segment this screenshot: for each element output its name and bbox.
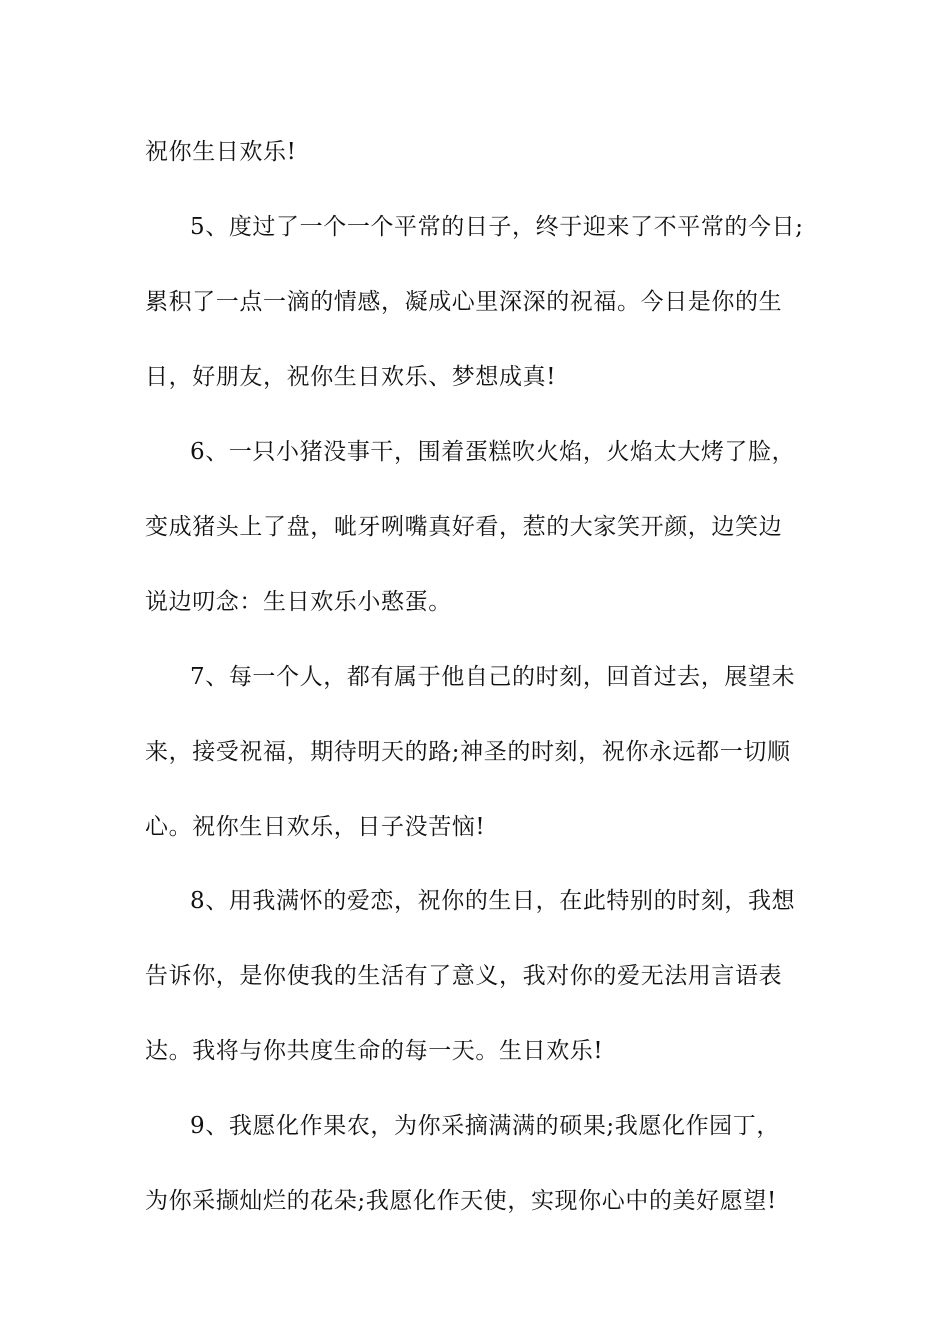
paragraph-9-line-1: 9、我愿化作果农，为你采摘满满的硕果;我愿化作园丁， xyxy=(190,1113,780,1139)
paragraph-8-line-2: 告诉你，是你使我的生活有了意义，我对你的爱无法用言语表 xyxy=(145,963,783,989)
paragraph-6-line-3: 说边叨念：生日欢乐小憨蛋。 xyxy=(145,589,452,615)
paragraph-5-line-1: 5、度过了一个一个平常的日子，终于迎来了不平常的今日; xyxy=(190,214,804,240)
paragraph-8-line-3: 达。我将与你共度生命的每一天。生日欢乐! xyxy=(145,1038,604,1064)
text-line: 祝你生日欢乐! xyxy=(145,139,297,165)
paragraph-8-line-1: 8、用我满怀的爱恋，祝你的生日，在此特别的时刻，我想 xyxy=(190,888,796,914)
paragraph-7-line-2: 来，接受祝福，期待明天的路;神圣的时刻，祝你永远都一切顺 xyxy=(145,739,791,765)
paragraph-6-line-2: 变成猪头上了盘，呲牙咧嘴真好看，惹的大家笑开颜，边笑边 xyxy=(145,514,783,540)
paragraph-7-line-3: 心。祝你生日欢乐，日子没苦恼! xyxy=(145,814,486,840)
paragraph-5-line-3: 日，好朋友，祝你生日欢乐、梦想成真! xyxy=(145,364,557,390)
paragraph-6-line-1: 6、一只小猪没事干，围着蛋糕吹火焰，火焰太大烤了脸， xyxy=(190,439,796,465)
paragraph-9-line-2: 为你采撷灿烂的花朵;我愿化作天使，实现你心中的美好愿望! xyxy=(145,1188,777,1214)
paragraph-5-line-2: 累积了一点一滴的情感，凝成心里深深的祝福。今日是你的生 xyxy=(145,289,783,315)
paragraph-7-line-1: 7、每一个人，都有属于他自己的时刻，回首过去，展望未 xyxy=(190,664,796,690)
